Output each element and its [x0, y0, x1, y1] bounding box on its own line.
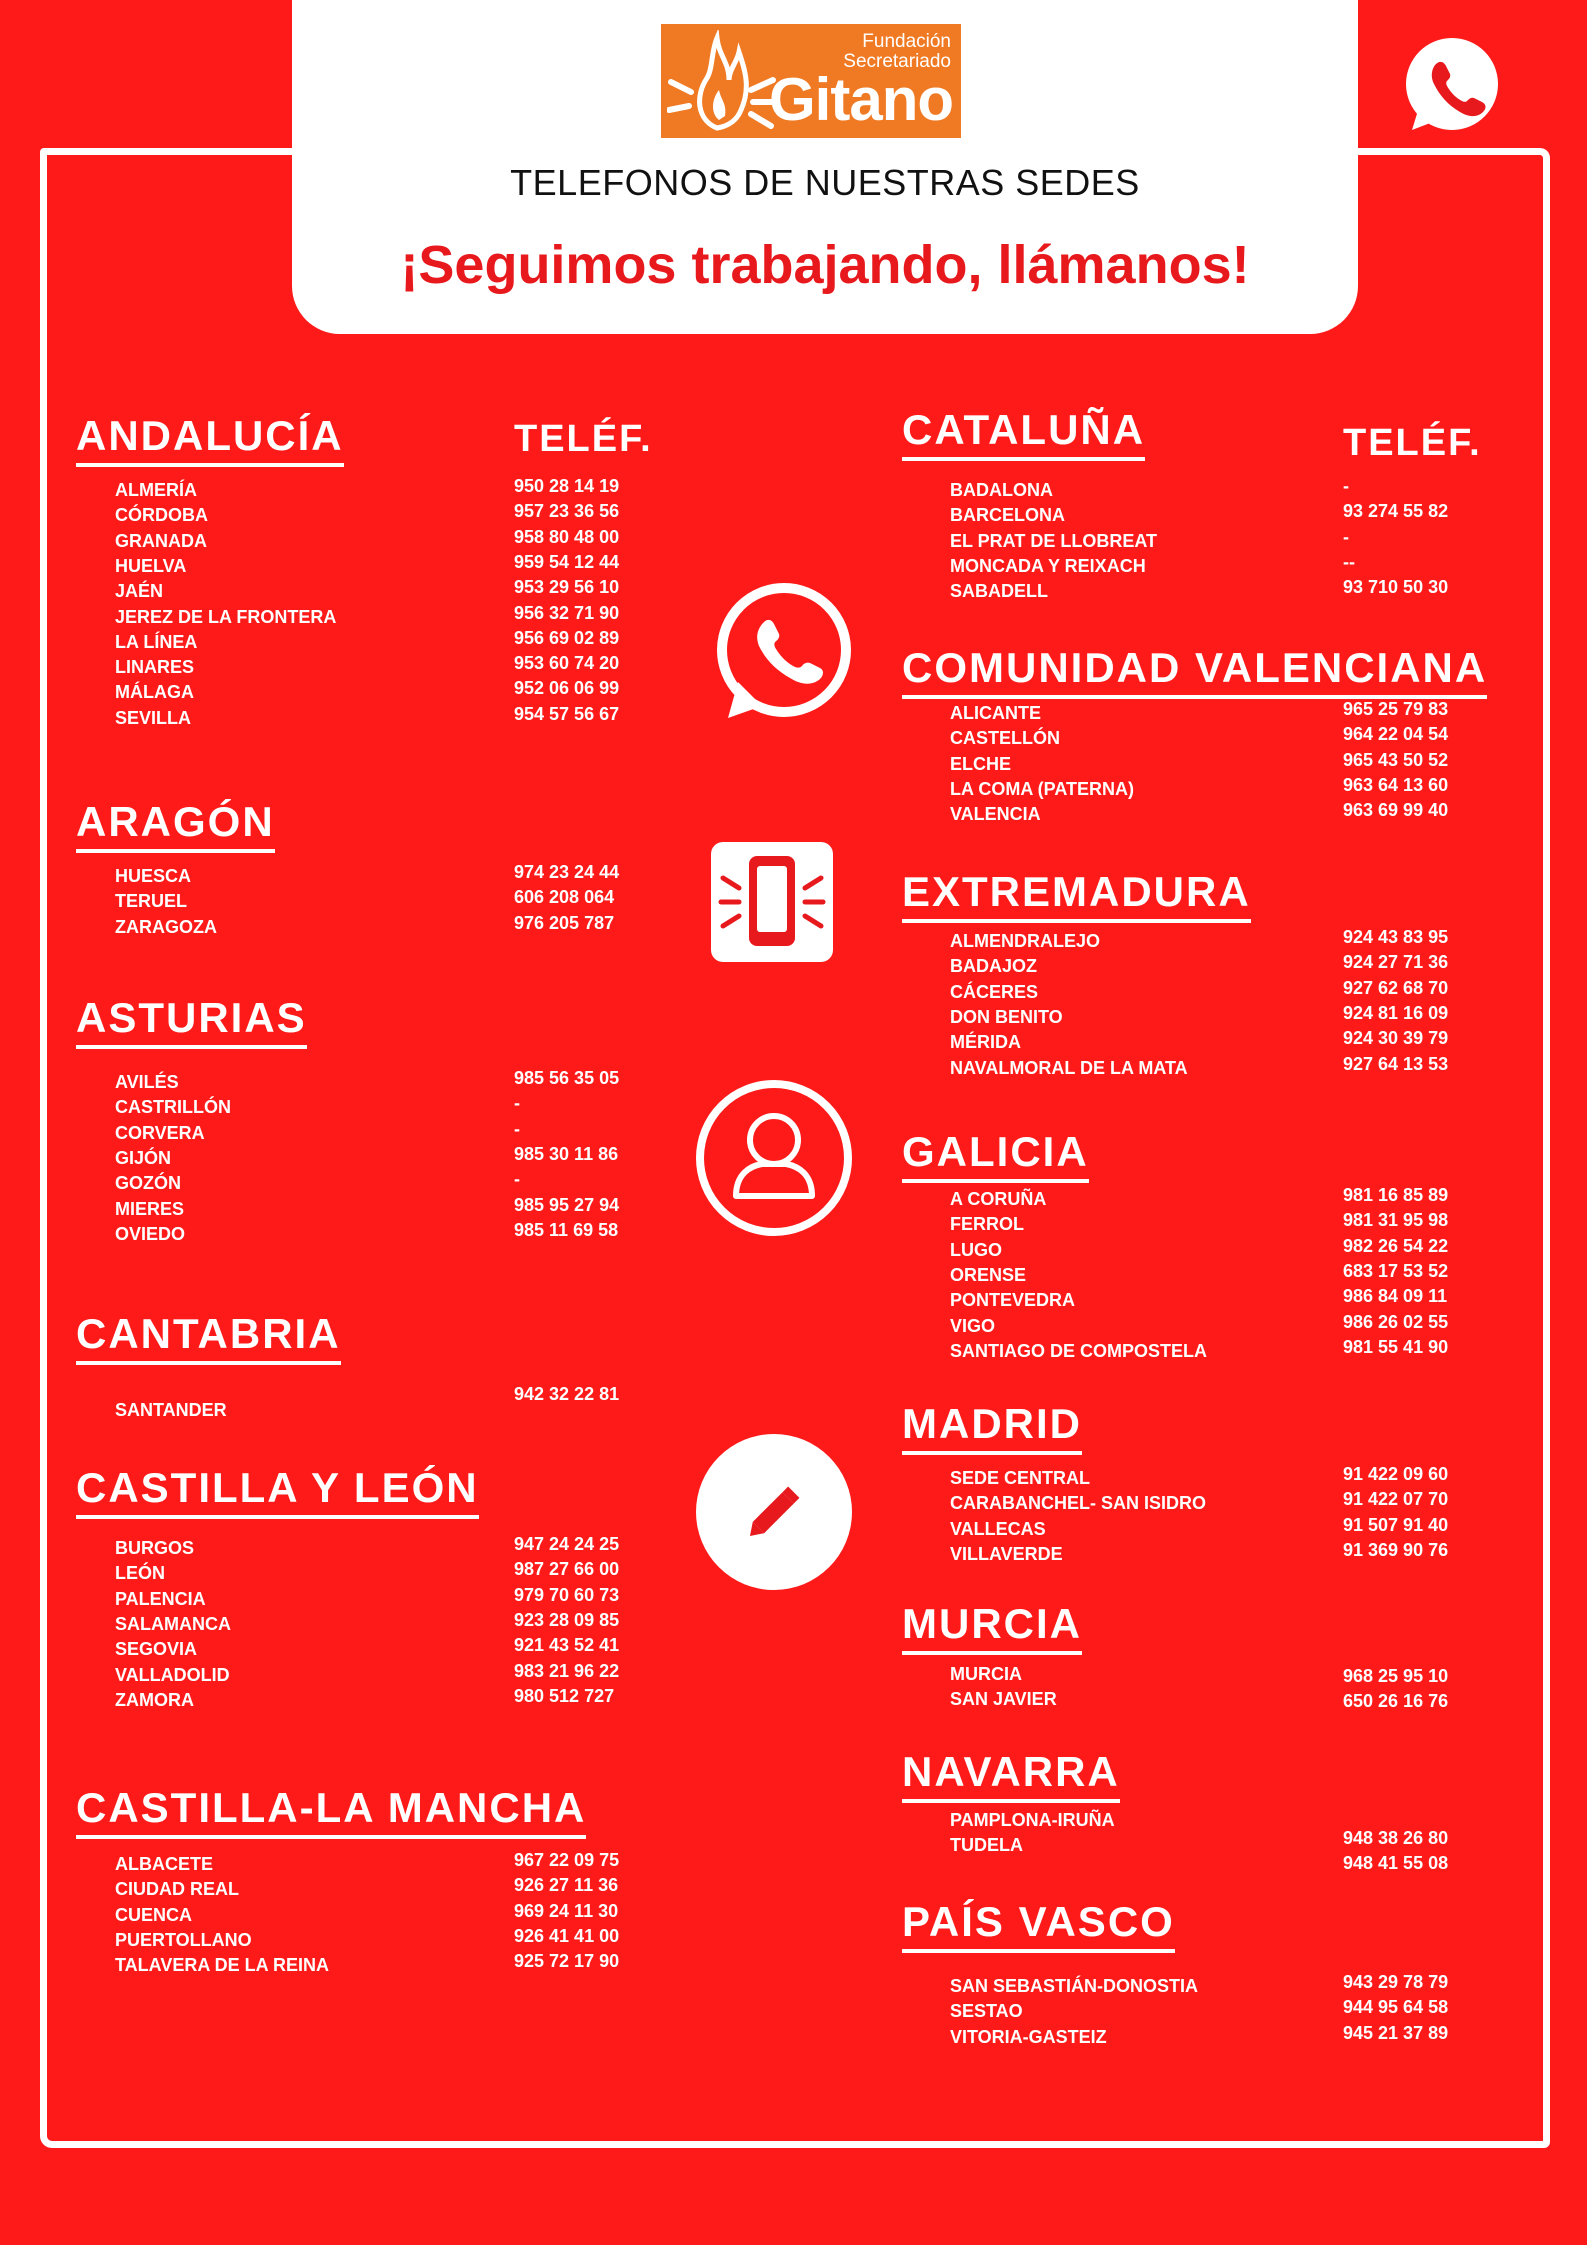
region-heading: MURCIA [902, 1600, 1082, 1655]
phone-number[interactable]: - [514, 1169, 520, 1190]
region-heading: CASTILLA Y LEÓN [76, 1464, 479, 1519]
phone-number[interactable]: 964 22 04 54 [1343, 724, 1449, 745]
phone-number[interactable]: 976 205 787 [514, 912, 615, 933]
phone-number[interactable]: 981 55 41 90 [1343, 1336, 1449, 1357]
phone-number[interactable]: 979 70 60 73 [514, 1584, 620, 1605]
city-name: EL PRAT DE LLOBREAT [950, 530, 1157, 551]
phone-number[interactable]: 974 23 24 44 [514, 862, 620, 882]
phone-number[interactable]: 927 64 13 53 [1343, 1053, 1449, 1074]
phone-number[interactable]: 957 23 36 56 [514, 501, 620, 522]
region-extremadura [902, 868, 1251, 923]
phone-number[interactable]: 965 25 79 83 [1343, 699, 1449, 719]
city-name: ALMERÍA [115, 480, 197, 500]
region-heading: PAÍS VASCO [902, 1898, 1175, 1953]
phone-number[interactable]: - [514, 1093, 520, 1114]
city-name: LUGO [950, 1239, 1002, 1260]
phone-number[interactable]: - [1343, 526, 1349, 547]
city-name: HUESCA [115, 866, 192, 886]
city-name: SANTANDER [115, 1400, 227, 1420]
city-name: PAMPLONA-IRUÑA [950, 1810, 1115, 1830]
phone-number[interactable]: 980 512 727 [514, 1685, 615, 1706]
region-heading: CATALUÑA [902, 406, 1145, 461]
region-madrid [902, 1400, 1082, 1455]
city-name: LEÓN [115, 1563, 166, 1584]
phone-number[interactable]: 986 26 02 55 [1343, 1311, 1449, 1332]
phone-number[interactable]: 985 95 27 94 [514, 1194, 620, 1215]
city-name: CARABANCHEL- SAN ISIDRO [950, 1493, 1206, 1514]
city-name: GOZÓN [115, 1173, 181, 1194]
city-name: NAVALMORAL DE LA MATA [950, 1057, 1188, 1078]
city-name: TUDELA [950, 1835, 1023, 1856]
phone-number[interactable]: 963 64 13 60 [1343, 774, 1449, 795]
city-name: MÉRIDA [950, 1032, 1021, 1053]
city-name: PONTEVEDRA [950, 1290, 1076, 1311]
city-name: MÁLAGA [115, 682, 194, 703]
phone-number[interactable]: 953 29 56 10 [514, 577, 620, 598]
city-name: VITORIA-GASTEIZ [950, 2026, 1107, 2047]
phone-number[interactable]: 924 27 71 36 [1343, 952, 1449, 973]
phone-number[interactable]: 944 95 64 58 [1343, 1997, 1449, 2018]
phone-number[interactable]: 948 41 55 08 [1343, 1853, 1449, 1874]
phone-number[interactable]: 985 11 69 58 [514, 1219, 619, 1240]
region-comunidad-valenciana [902, 644, 1487, 699]
phone-number[interactable]: 926 27 11 36 [514, 1875, 619, 1896]
city-name: CÓRDOBA [115, 505, 208, 526]
region-cantabria [76, 1310, 341, 1365]
region-murcia [902, 1600, 1082, 1655]
phone-number[interactable]: - [1343, 476, 1349, 496]
logo-line-2: Secretariado [843, 51, 951, 72]
city-name: DON BENITO [950, 1006, 1063, 1027]
city-name: PALENCIA [115, 1588, 206, 1609]
city-name: CÁCERES [950, 981, 1039, 1002]
city-name: MURCIA [950, 1664, 1022, 1684]
city-name: VIGO [950, 1315, 996, 1336]
phone-number[interactable]: 927 62 68 70 [1343, 977, 1449, 998]
city-name: VALLADOLID [115, 1664, 230, 1685]
region-aragon [76, 798, 275, 853]
city-name: VALLECAS [950, 1518, 1046, 1539]
phone-number[interactable]: 950 28 14 19 [514, 476, 620, 496]
phone-number[interactable]: 968 25 95 10 [1343, 1666, 1449, 1686]
phone-number[interactable]: 963 69 99 40 [1343, 800, 1449, 821]
city-name: BADAJOZ [950, 956, 1038, 977]
city-name: ORENSE [950, 1264, 1027, 1285]
city-name: LINARES [115, 657, 195, 678]
city-name: LA LÍNEA [115, 631, 198, 652]
phone-number[interactable]: 982 26 54 22 [1343, 1235, 1449, 1256]
phone-number[interactable]: 948 38 26 80 [1343, 1828, 1449, 1848]
logo [661, 24, 961, 138]
phone-number[interactable]: 985 30 11 86 [514, 1143, 619, 1164]
city-name: GIJÓN [115, 1147, 172, 1168]
city-name: SAN JAVIER [950, 1689, 1057, 1710]
city-name: HUELVA [115, 555, 187, 576]
city-name: TALAVERA DE LA REINA [115, 1955, 329, 1976]
phone-number[interactable]: 945 21 37 89 [1343, 2022, 1449, 2043]
phone-number[interactable]: 942 32 22 81 [514, 1384, 620, 1404]
city-name: GRANADA [115, 530, 207, 551]
city-name: ELCHE [950, 753, 1012, 774]
flame-icon [667, 30, 779, 134]
phone-number[interactable]: 91 369 90 76 [1343, 1539, 1449, 1560]
phone-number[interactable]: 91 507 91 40 [1343, 1514, 1449, 1535]
region-castilla-y-leon [76, 1464, 479, 1519]
city-name: SEGOVIA [115, 1639, 198, 1660]
city-name: SEVILLA [115, 707, 192, 728]
city-name: AVILÉS [115, 1072, 179, 1092]
phone-number[interactable]: 969 24 11 30 [514, 1900, 619, 1921]
city-name: PUERTOLLANO [115, 1929, 252, 1950]
phone-number[interactable]: 923 28 09 85 [514, 1609, 620, 1630]
region-heading: EXTREMADURA [902, 868, 1251, 923]
region-heading: ASTURIAS [76, 994, 307, 1049]
region-heading: NAVARRA [902, 1748, 1120, 1803]
phone-number[interactable]: -- [1343, 551, 1355, 572]
city-name: JAÉN [115, 581, 164, 602]
city-name: MIERES [115, 1198, 185, 1219]
city-name: A CORUÑA [950, 1189, 1047, 1209]
city-name: CIUDAD REAL [115, 1879, 239, 1900]
phone-number[interactable]: 983 21 96 22 [514, 1660, 620, 1681]
city-name: CASTRILLÓN [115, 1097, 231, 1118]
city-name: SEDE CENTRAL [950, 1468, 1091, 1488]
city-name: LA COMA (PATERNA) [950, 778, 1134, 799]
city-name: SABADELL [950, 581, 1048, 602]
city-name: SANTIAGO DE COMPOSTELA [950, 1340, 1208, 1361]
phone-number[interactable]: 953 60 74 20 [514, 653, 620, 674]
city-name: FERROL [950, 1214, 1024, 1235]
phone-number[interactable]: 93 274 55 82 [1343, 501, 1449, 522]
phone-number[interactable]: 954 57 56 67 [514, 703, 620, 724]
phone-number[interactable]: 958 80 48 00 [514, 526, 620, 547]
tel-heading-right: TELÉF. [1343, 422, 1482, 464]
phone-number[interactable]: 606 208 064 [514, 887, 615, 908]
phone-number[interactable]: 952 06 06 99 [514, 678, 620, 699]
pencil-icon [694, 1432, 854, 1592]
phone-number[interactable]: 947 24 24 25 [514, 1534, 620, 1554]
page-subtitle: TELEFONOS DE NUESTRAS SEDES [510, 162, 1140, 203]
city-name: MONCADA Y REIXACH [950, 555, 1146, 576]
page-title: ¡Seguimos trabajando, llámanos! [400, 235, 1250, 295]
whatsapp-icon [706, 578, 856, 728]
phone-number[interactable]: 924 30 39 79 [1343, 1028, 1449, 1049]
region-andalucia [76, 412, 344, 467]
user-icon [694, 1078, 854, 1238]
city-name: SESTAO [950, 2001, 1023, 2022]
region-pais-vasco [902, 1898, 1175, 1953]
phone-number[interactable]: 91 422 09 60 [1343, 1464, 1449, 1484]
phone-vibrate-icon [711, 842, 833, 962]
phone-number[interactable]: 91 422 07 70 [1343, 1489, 1449, 1510]
region-heading: COMUNIDAD VALENCIANA [902, 644, 1487, 699]
phone-number[interactable]: 967 22 09 75 [514, 1850, 620, 1870]
phone-number[interactable]: 987 27 66 00 [514, 1559, 620, 1580]
phone-number[interactable]: 924 43 83 95 [1343, 927, 1449, 947]
city-name: BARCELONA [950, 505, 1065, 526]
phone-number[interactable]: 959 54 12 44 [514, 551, 620, 572]
phone-number[interactable]: 981 31 95 98 [1343, 1210, 1449, 1231]
phone-number[interactable]: 925 72 17 90 [514, 1951, 620, 1972]
city-name: ALBACETE [115, 1854, 213, 1874]
city-name: VILLAVERDE [950, 1543, 1063, 1564]
city-name: VALENCIA [950, 804, 1041, 825]
city-name: SAN SEBASTIÁN-DONOSTIA [950, 1976, 1199, 1996]
phone-number[interactable]: 985 56 35 05 [514, 1068, 620, 1088]
city-name: SALAMANCA [115, 1613, 231, 1634]
region-cataluna [902, 406, 1145, 461]
region-heading: MADRID [902, 1400, 1082, 1455]
region-heading: ANDALUCÍA [76, 412, 344, 467]
phone-number[interactable]: 956 32 71 90 [514, 602, 620, 623]
logo-line-1: Fundación [862, 31, 951, 52]
city-name: JEREZ DE LA FRONTERA [115, 606, 337, 627]
whatsapp-icon [1398, 34, 1502, 138]
phone-number[interactable]: 93 710 50 30 [1343, 577, 1449, 598]
phone-number[interactable]: 956 69 02 89 [514, 627, 620, 648]
phone-number[interactable]: 986 84 09 11 [1343, 1286, 1448, 1307]
city-name: TERUEL [115, 891, 187, 912]
city-name: ALMENDRALEJO [950, 931, 1101, 951]
phone-number[interactable]: 650 26 16 76 [1343, 1691, 1449, 1712]
tel-heading-left: TELÉF. [514, 418, 653, 460]
city-name: ZARAGOZA [115, 916, 217, 937]
phone-number[interactable]: 683 17 53 52 [1343, 1260, 1449, 1281]
region-galicia [902, 1128, 1089, 1183]
region-heading: CANTABRIA [76, 1310, 341, 1365]
city-name: BADALONA [950, 480, 1053, 500]
phone-number[interactable]: 921 43 52 41 [514, 1635, 620, 1656]
region-heading: ARAGÓN [76, 798, 275, 853]
city-name: ALICANTE [950, 703, 1041, 723]
region-castilla-la-mancha [76, 1784, 586, 1839]
city-name: CORVERA [115, 1122, 205, 1143]
city-name: ZAMORA [115, 1689, 194, 1710]
region-asturias [76, 994, 307, 1049]
city-name: OVIEDO [115, 1223, 186, 1244]
region-heading: GALICIA [902, 1128, 1089, 1183]
city-name: BURGOS [115, 1538, 195, 1558]
phone-number[interactable]: 965 43 50 52 [1343, 749, 1449, 770]
city-name: CUENCA [115, 1904, 193, 1925]
phone-number[interactable]: 926 41 41 00 [514, 1925, 620, 1946]
city-name: CASTELLÓN [950, 728, 1060, 749]
phone-number[interactable]: 981 16 85 89 [1343, 1185, 1449, 1205]
logo-wordmark: Gitano [769, 66, 953, 133]
region-navarra [902, 1748, 1120, 1803]
phone-number[interactable]: 943 29 78 79 [1343, 1972, 1449, 1992]
region-heading: CASTILLA-LA MANCHA [76, 1784, 586, 1839]
phone-number[interactable]: 924 81 16 09 [1343, 1002, 1449, 1023]
phone-number[interactable]: - [514, 1118, 520, 1139]
